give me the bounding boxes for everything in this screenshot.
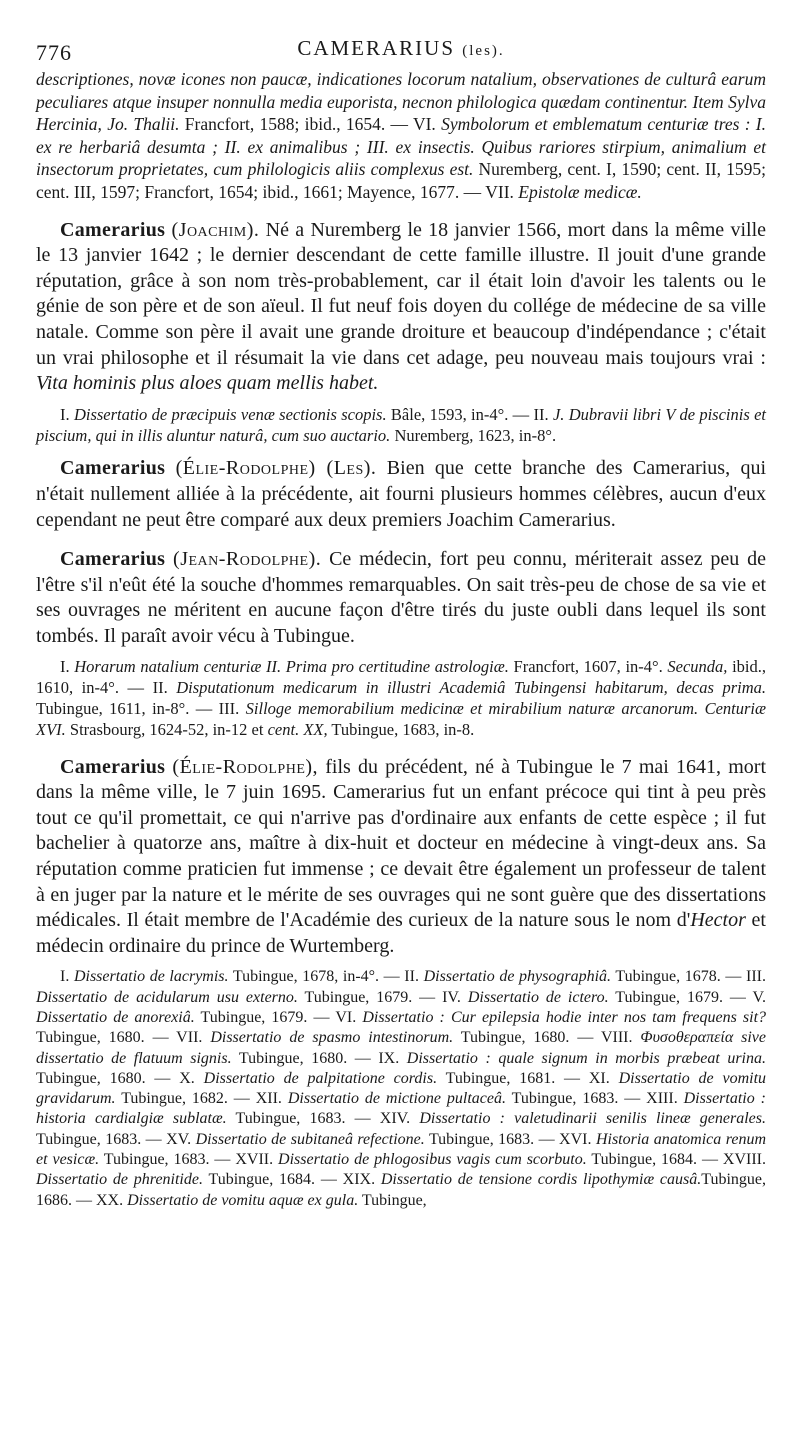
entry-qualifier: (Joachim).: [171, 218, 260, 241]
work-title: Dissertatio : historia cardialgiæ sublatæ.: [36, 1090, 766, 1128]
entry-name: Camerarius: [60, 755, 166, 778]
work-imprint: Francfort, 1607, in-4°.: [508, 657, 668, 677]
work-imprint: Tubingue, 1683. — XIV.: [226, 1110, 420, 1128]
work-imprint: Bâle, 1593, in-4°. — II.: [386, 404, 553, 424]
running-title: [36, 36, 766, 61]
work-title: Historia anatomica renum et vesicæ.: [36, 1130, 767, 1169]
work-title: Dissertatio de physographiâ.: [423, 968, 612, 986]
work-imprint: Strasbourg, 1624-52, in-12 et: [65, 719, 268, 739]
works-joachim: [36, 405, 766, 447]
work-imprint: Tubingue, 1680. — IX.: [231, 1049, 407, 1067]
work-title: Dissertatio : Cur epilepsia hodie inter nos tam frequens sit?: [362, 1009, 767, 1026]
work-imprint: Tubingue, 1679. — IV.: [297, 988, 468, 1006]
work-title: Dissertatio : quale signum in morbis præbeat urina.: [406, 1049, 766, 1067]
work-title: Dissertatio de subitaneâ refectione.: [195, 1130, 425, 1148]
work-imprint: Tubingue, 1684. — XVIII.: [586, 1151, 767, 1169]
work-title: Dissertatio de ictero.: [467, 988, 609, 1006]
entry-qualifier: (Élie-Rodolphe) (Les).: [175, 457, 377, 480]
work-imprint: Tubingue, 1679. — VI.: [194, 1009, 363, 1026]
work-imprint: Tubingue, 1680. — X.: [36, 1069, 204, 1087]
work-title: Dissertatio de vomitu aquæ ex gula.: [127, 1191, 359, 1209]
work-imprint: Tubingue, 1678. — III.: [611, 968, 766, 986]
work-title: Dissertatio de spasmo intestinorum.: [210, 1029, 454, 1047]
intro-roman-1: Francfort, 1588; ibid., 1654. — VI.: [179, 114, 442, 135]
work-title: Dissertatio de vomitu gravidarum.: [36, 1069, 767, 1108]
work-title: Horarum natalium centuriæ II. Prima pro certitudine astrologiæ.: [74, 657, 509, 677]
works-elie-rodolphe: [36, 967, 766, 1211]
work-imprint: Tubingue, 1682. — XII.: [115, 1090, 288, 1108]
work-title: Dissertatio de lacrymis.: [73, 968, 229, 986]
work-title: Dissertatio de anorexiâ.: [36, 1009, 195, 1026]
entry-alias: Hector: [690, 909, 746, 932]
page-number: 776: [36, 40, 72, 65]
entry-name: Camerarius: [60, 457, 166, 480]
running-title-main: CAMERARIUS: [297, 36, 456, 60]
work-imprint: Tubingue, 1684. — XIX.: [202, 1171, 381, 1189]
running-title-suffix: (les).: [462, 43, 505, 59]
work-imprint: I.: [60, 968, 74, 986]
intro-roman-2: Nuremberg, cent. I, 1590; cent. II, 1595; cent. III, 1597; Francfort, 1654; ibid., 1661; Mayence, 1677. — VII.: [36, 159, 766, 202]
entry-text-end: et médecin ordinaire du prince de Wurtemberg.: [36, 909, 766, 957]
work-imprint: Tubingue, 1678, in-4°. — II.: [228, 968, 424, 986]
work-title: Dissertatio de præcipuis venæ sectionis scopis.: [73, 404, 387, 424]
work-imprint: Tubingue, 1679. — V.: [608, 988, 766, 1006]
entry-elie-rodolphe: [36, 755, 766, 960]
work-title: Φυσοθεραπεία sive dissertatio de flatuum signis.: [36, 1029, 767, 1067]
continued-works-paragraph: [36, 68, 766, 204]
entry-name: Camerarius: [60, 548, 166, 571]
work-title: Dissertatio de palpitatione cordis.: [203, 1069, 438, 1087]
entry-elie-rodolphe-les: [36, 456, 766, 533]
work-title: Dissertatio de phrenitide.: [36, 1171, 203, 1189]
entry-text: Bien que cette branche des Camerarius, qui n'était nullement alliée à la précédente, ait fourni plusieurs hommes célèbres, aucun d'eux cependant ne peut être comparé aux deux premiers Joachim Camerarius.: [36, 457, 767, 531]
works-jean-rodolphe: [36, 657, 766, 740]
work-imprint: Tubingue, 1611, in-8°. — III.: [36, 699, 246, 719]
work-title: cent. XX,: [267, 719, 328, 739]
entry-text: Ce médecin, fort peu connu, mériterait assez peu de l'être s'il n'eût été la souche d'hommes remarquables. On sait très-peu de chose de sa vie et ses ouvrages ne méritent en aucune façon d'être tirés du juste oubli dans lequel ils sont tombés. Il paraît avoir vécu à Tubingue.: [36, 548, 767, 647]
work-title: Dissertatio de phlogosibus vagis cum scorbuto.: [278, 1151, 587, 1169]
work-imprint: Tubingue, 1683. — XIII.: [506, 1090, 684, 1108]
work-imprint: Tubingue,: [358, 1191, 427, 1209]
entry-quote: Vita hominis plus aloes quam mellis habet.: [36, 372, 379, 395]
work-title: Disputationum medicarum in illustri Academiâ Tubingensi habitarum, decas prima.: [176, 678, 766, 698]
work-title: Dissertatio de acidularum usu externo.: [36, 988, 298, 1006]
work-imprint: I.: [60, 657, 75, 677]
work-imprint: Tubingue, 1683, in-8.: [327, 719, 475, 739]
work-imprint: Tubingue, 1680. — VII.: [36, 1029, 211, 1047]
work-title: Dissertatio de tensione cordis lipothymiæ causâ.: [380, 1171, 702, 1189]
work-title: Dissertatio : valetudinarii senilis lineæ generales.: [419, 1110, 767, 1128]
work-imprint: Tubingue, 1683. — XV.: [36, 1130, 196, 1148]
entry-jean-rodolphe: [36, 547, 766, 649]
work-imprint: Nuremberg, 1623, in-8°.: [390, 425, 557, 445]
entry-joachim: [36, 218, 766, 397]
work-imprint: Tubingue, 1686. — XX.: [36, 1171, 767, 1209]
work-imprint: Tubingue, 1683. — XVII.: [99, 1151, 279, 1169]
entry-text: Né a Nuremberg le 18 janvier 1566, mort dans la même ville le 13 janvier 1642 ; le dernier descendant de cette famille illustre. Il jouit d'une grande réputation, grâce à son nom très-probablement, car il était loin d'avoir les talents ou le génie de son père et de son aïeul. Il fut neuf fois doyen du collége de médecine de sa ville natale. Comme son père il avait une grande droiture et beaucoup d'indépendance ; c'était un vrai philosophe et il résumait la vie dans cet adage, peu nouveau mais toujours vrai :: [36, 218, 767, 369]
work-imprint: ibid., 1610, in-4°. — II.: [36, 657, 766, 698]
work-imprint: Tubingue, 1681. — XI.: [437, 1069, 619, 1087]
intro-italic-3: Epistolæ medicæ.: [518, 181, 642, 202]
entry-name: Camerarius: [60, 218, 166, 241]
work-imprint: Tubingue, 1680. — VIII.: [453, 1029, 641, 1047]
page-header: [36, 30, 766, 65]
work-title: Dissertatio de mictione pultaceâ.: [287, 1090, 507, 1108]
entry-qualifier: (Élie-Rodolphe),: [172, 755, 319, 778]
intro-italic-1: descriptiones, novæ icones non paucæ, indicationes locorum natalium, observationes de culturâ earum peculiares atque insuper nonnulla media euporista, necnon philologica quædam continentur. Item Sylva Hercinia, Jo. Thalii.: [36, 69, 766, 135]
entry-qualifier: (Jean-Rodolphe).: [173, 548, 322, 571]
work-title: Silloge memorabilium medicinæ et mirabilium naturæ arcanorum. Centuriæ XVI.: [36, 699, 766, 739]
work-imprint: Tubingue, 1683. — XVI.: [424, 1130, 596, 1148]
work-imprint: I.: [60, 404, 74, 424]
work-title: Secunda,: [667, 657, 728, 677]
work-title: J. Dubravii libri V de piscinis et piscium, qui in illis aluntur naturâ, cum suo auctario.: [36, 404, 767, 445]
intro-italic-2: Symbolorum et emblematum centuriæ tres : I. ex re herbariâ desumta ; II. ex animalibus ; III. ex insectis. Quibus rariores stirpium, animalium et insectorum proprietates, cum philologicis aliis complexus est.: [36, 114, 767, 180]
entry-text: fils du précédent, né à Tubingue le 7 mai 1641, mort dans la même ville, le 7 juin 1695. Camerarius fut un enfant précoce qui tint à peu près tout ce qu'il promettait, ce qui n'arrive pas d'ordinaire aux enfants de cette espèce ; il fut bachelier à quatorze ans, maître à dix-huit et docteur en médecine à vingt-deux ans. Sa réputation comme praticien fut immense ; ce devait être également un professeur de talent à en juger par la nature et le mérite de ses ouvrages qui ne sont guère que des dissertations médicales. Il était membre de l'Académie des curieux de la nature sous le nom d': [36, 755, 766, 932]
